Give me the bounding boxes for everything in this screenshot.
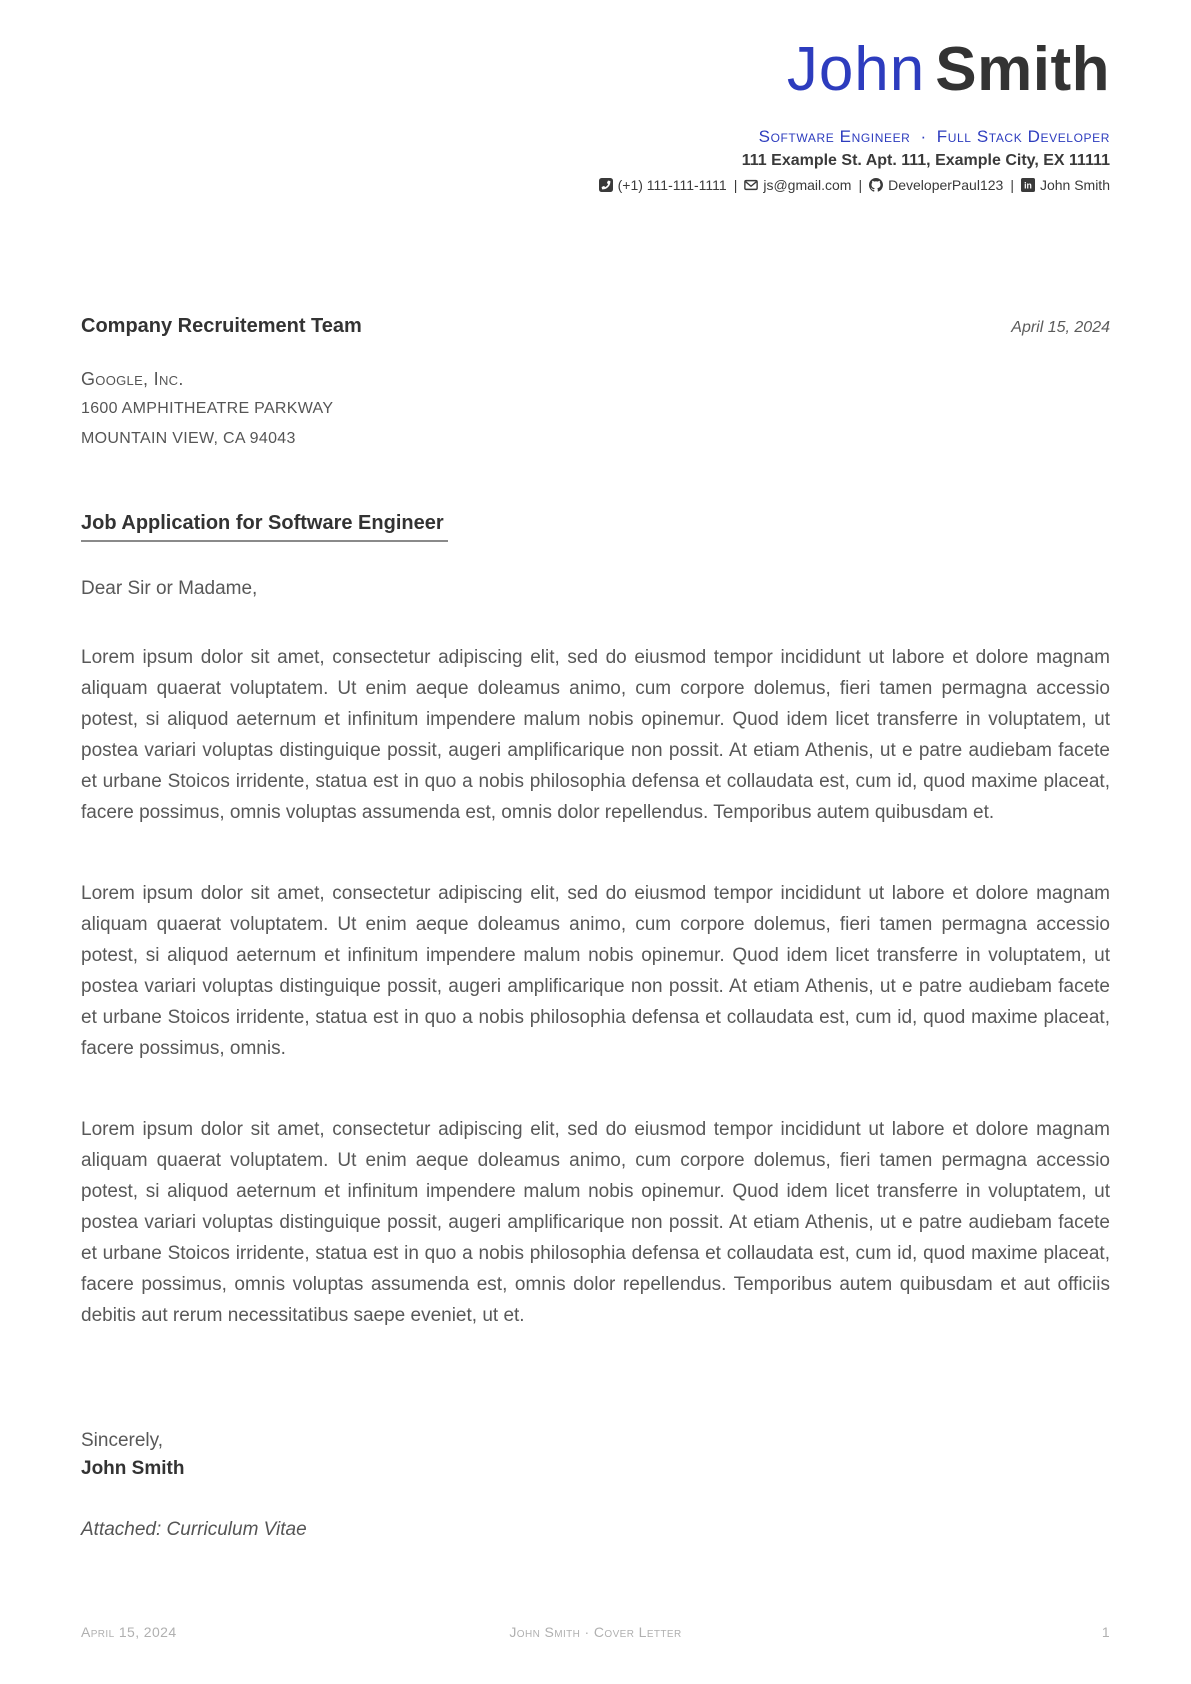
footer-date: April 15, 2024 xyxy=(81,1624,177,1640)
github-contact[interactable] xyxy=(869,177,1003,193)
paragraph-1: Lorem ipsum dolor sit amet, consectetur adipiscing elit, sed do eiusmod tempor incididunt ut labore et dolore magnam aliquam quaerat voluptatem. Ut enim aeque doleamus animo, cum corpore dolemus, fieri tamen permagna accessio potest, si aliquod aeternum et infinitum impendere malum nobis opinemur. Quod idem licet transferre in voluptatem, ut postea variari voluptas distinguique possit, augeri amplificarique non possit. At etiam Athenis, ut e patre audiebam facete et urbane Stoicos irridente, statua est in quo a nobis philosophia defensa et collaudata est, cum id, quod maxime placeat, facere possimus, omnis voluptas assumenda est, omnis dolor repellendus. Temporibus autem quibusdam et. xyxy=(81,647,1110,823)
signature-name: John Smith xyxy=(81,1458,185,1479)
phone-icon xyxy=(599,178,613,192)
company-name: Google, Inc. xyxy=(81,369,184,389)
applicant-first-name: John xyxy=(786,35,926,104)
paragraphs xyxy=(81,642,1110,1331)
attachment-note: Attached: Curriculum Vitae xyxy=(81,1519,307,1540)
letter-date: April 15, 2024 xyxy=(1011,319,1110,336)
github-icon xyxy=(869,178,883,192)
footer-doc-title: John Smith · Cover Letter xyxy=(509,1624,682,1640)
closing-block xyxy=(81,1427,1110,1483)
page-footer xyxy=(81,1624,1110,1640)
letter-header xyxy=(81,35,1110,193)
letter-body xyxy=(81,512,1110,1541)
greeting: Dear Sir or Madame, xyxy=(81,578,258,599)
phone-contact[interactable] xyxy=(599,177,727,193)
linkedin-icon xyxy=(1021,178,1035,192)
company-address-line2: MOUNTAIN VIEW, CA 94043 xyxy=(81,430,296,447)
github-handle: DeveloperPaul123 xyxy=(888,177,1004,193)
position-secondary: Full Stack Developer xyxy=(936,127,1110,146)
applicant-name xyxy=(81,35,1110,118)
applicant-position xyxy=(81,127,1110,147)
contact-row xyxy=(81,177,1110,193)
footer-page-number: 1 xyxy=(1101,1624,1110,1640)
paragraph-3: Lorem ipsum dolor sit amet, consectetur adipiscing elit, sed do eiusmod tempor incididunt ut labore et dolore magnam aliquam quaerat voluptatem. Ut enim aeque doleamus animo, cum corpore dolemus, fieri tamen permagna accessio potest, si aliquod aeternum et infinitum impendere malum nobis opinemur. Quod idem licet transferre in voluptatem, ut postea variari voluptas distinguique possit, augeri amplificarique non possit. At etiam Athenis, ut e patre audiebam facete et urbane Stoicos irridente, statua est in quo a nobis philosophia defensa et collaudata est, cum id, quod maxime placeat, facere possimus, omnis voluptas assumenda est, omnis dolor repellendus. Temporibus autem quibusdam et aut officiis debitis aut rerum necessitatibus saepe eveniet, ut et. xyxy=(81,1119,1110,1326)
phone-number: (+1) 111-111-1111 xyxy=(617,177,727,193)
recipient-block xyxy=(81,315,1110,454)
applicant-last-name: Smith xyxy=(935,35,1110,104)
contact-separator: | xyxy=(733,177,738,193)
linkedin-contact[interactable] xyxy=(1021,177,1110,193)
company-address-line1: 1600 AMPHITHEATRE PARKWAY xyxy=(81,400,334,417)
position-separator: · xyxy=(920,127,927,146)
linkedin-name: John Smith xyxy=(1039,177,1110,193)
position-primary: Software Engineer xyxy=(758,127,911,146)
paragraph-2: Lorem ipsum dolor sit amet, consectetur adipiscing elit, sed do eiusmod tempor incididunt ut labore et dolore magnam aliquam quaerat voluptatem. Ut enim aeque doleamus animo, cum corpore dolemus, fieri tamen permagna accessio potest, si aliquod aeternum et infinitum impendere malum nobis opinemur. Quod idem licet transferre in voluptatem, ut postea variari voluptas distinguique possit, augeri amplificarique non possit. At etiam Athenis, ut e patre audiebam facete et urbane Stoicos irridente, statua est in quo a nobis philosophia defensa et collaudata est, cum id, quod maxime placeat, facere possimus, omnis. xyxy=(81,883,1110,1059)
closing-salutation: Sincerely, xyxy=(81,1430,164,1451)
email-contact[interactable] xyxy=(744,177,851,193)
recipient-name: Company Recruitement Team xyxy=(81,315,362,337)
contact-separator: | xyxy=(858,177,863,193)
recipient-row xyxy=(81,315,1110,338)
applicant-address: 111 Example St. Apt. 111, Example City, EX 11111 xyxy=(741,152,1110,169)
svg-text:in: in xyxy=(1024,180,1032,191)
letter-title: Job Application for Software Engineer xyxy=(81,512,1110,542)
contact-separator: | xyxy=(1010,177,1014,193)
email-icon xyxy=(744,178,758,192)
email-address: js@gmail.com xyxy=(763,177,852,193)
